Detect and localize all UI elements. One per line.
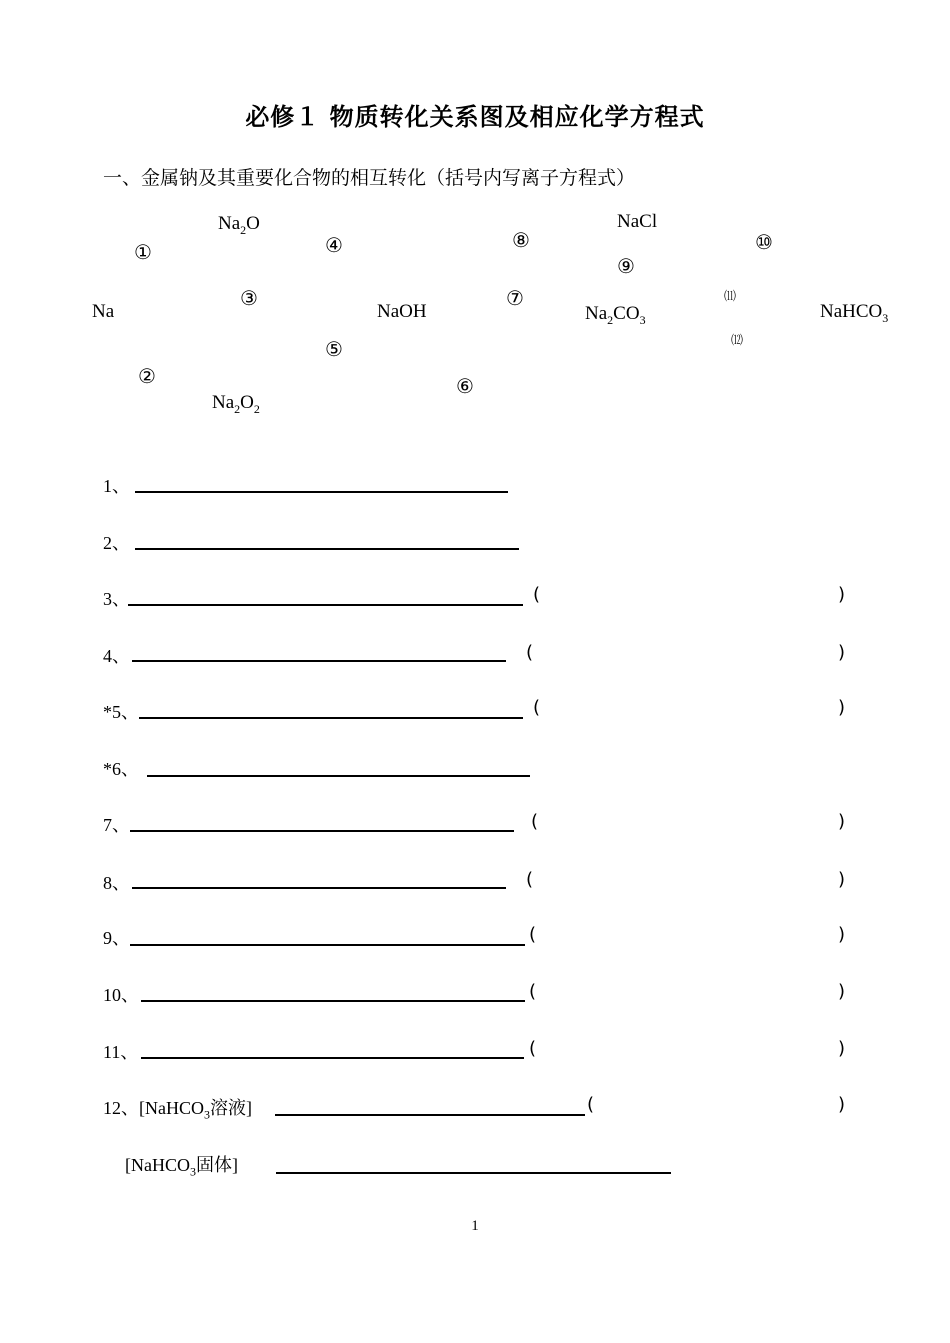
marker-3: ③ [240,286,258,310]
ionic-close-paren-4: ) [838,642,846,663]
compound-na: Na [92,301,115,322]
answer-blank-6[interactable] [147,775,530,777]
equation-label-7: 7、 [103,815,130,835]
marker-6: ⑥ [456,374,474,398]
ionic-open-paren-8: ( [526,869,534,890]
ionic-open-paren-3: ( [533,584,541,605]
compound-na2o: $Na_2O$ [218,213,260,237]
answer-blank-1[interactable] [135,491,508,493]
compound-na2o2: $Na_2O_2$ [212,392,260,416]
answer-blank-8[interactable] [132,887,506,889]
ionic-open-paren-9: ( [529,924,537,945]
marker-12: ⑿ [731,333,744,347]
compound-nacl: NaCl [617,211,658,232]
answer-blank-4[interactable] [132,660,506,662]
marker-10: ⑩ [755,230,773,254]
equation-label-2: 2、 [103,533,130,553]
ionic-close-paren-9: ) [838,924,846,945]
equation-label-8: 8、 [103,873,130,893]
section-heading: 一、金属钠及其重要化合物的相互转化（括号内写离子方程式） [103,167,636,189]
ionic-open-paren-7: ( [531,811,539,832]
compound-naoh: NaOH [377,301,427,322]
equation-label-10: 10、 [103,985,139,1005]
ionic-close-paren-10: ) [838,981,846,1002]
page-number: 1 [471,1218,479,1234]
ionic-close-paren-11: ) [838,1038,846,1059]
equation-label-5: *5、 [103,702,139,722]
answer-blank-10[interactable] [141,1000,525,1002]
marker-4: ④ [325,233,343,257]
answer-blank-7[interactable] [130,830,514,832]
ionic-open-paren-11: ( [529,1038,537,1059]
marker-7: ⑦ [506,286,524,310]
equation-label-12: 12、[NaHCO$_3$溶液] [103,1098,252,1122]
answer-blank-11[interactable] [141,1057,524,1059]
marker-8: ⑧ [512,228,530,252]
equation-label-9: 9、 [103,928,130,948]
compound-nahco3: NaHCO$_3$ [820,301,889,325]
marker-2: ② [138,364,156,388]
equation-label-11: 11、 [103,1042,139,1062]
page-title: 必修１ 物质转化关系图及相应化学方程式 [245,103,705,131]
marker-1: ① [134,240,152,264]
ionic-close-paren-8: ) [838,869,846,890]
answer-blank-9[interactable] [130,944,525,946]
equation-label-1: 1、 [103,476,130,496]
equation-label-6: *6、 [103,759,139,779]
ionic-open-paren-12: ( [587,1094,595,1115]
answer-blank-2[interactable] [135,548,519,550]
marker-11: ⑾ [724,289,737,303]
marker-5: ⑤ [325,337,343,361]
answer-blank-12-solution[interactable] [275,1114,585,1116]
ionic-open-paren-10: ( [529,981,537,1002]
ionic-close-paren-3: ) [838,584,846,605]
ionic-close-paren-5: ) [838,697,846,718]
answer-blank-12-solid[interactable] [276,1172,671,1174]
ionic-close-paren-12: ) [838,1094,846,1115]
equation-label-4: 4、 [103,646,130,666]
ionic-open-paren-5: ( [533,697,541,718]
ionic-close-paren-7: ) [838,811,846,832]
compound-na2co3: $Na_2CO_3$ [585,303,646,327]
answer-blank-5[interactable] [139,717,523,719]
equation-label-12-solid: [NaHCO$_3$固体] [125,1155,238,1179]
equation-label-3: 3、 [103,589,130,609]
marker-9: ⑨ [617,254,635,278]
answer-blank-3[interactable] [128,604,523,606]
ionic-open-paren-4: ( [526,642,534,663]
